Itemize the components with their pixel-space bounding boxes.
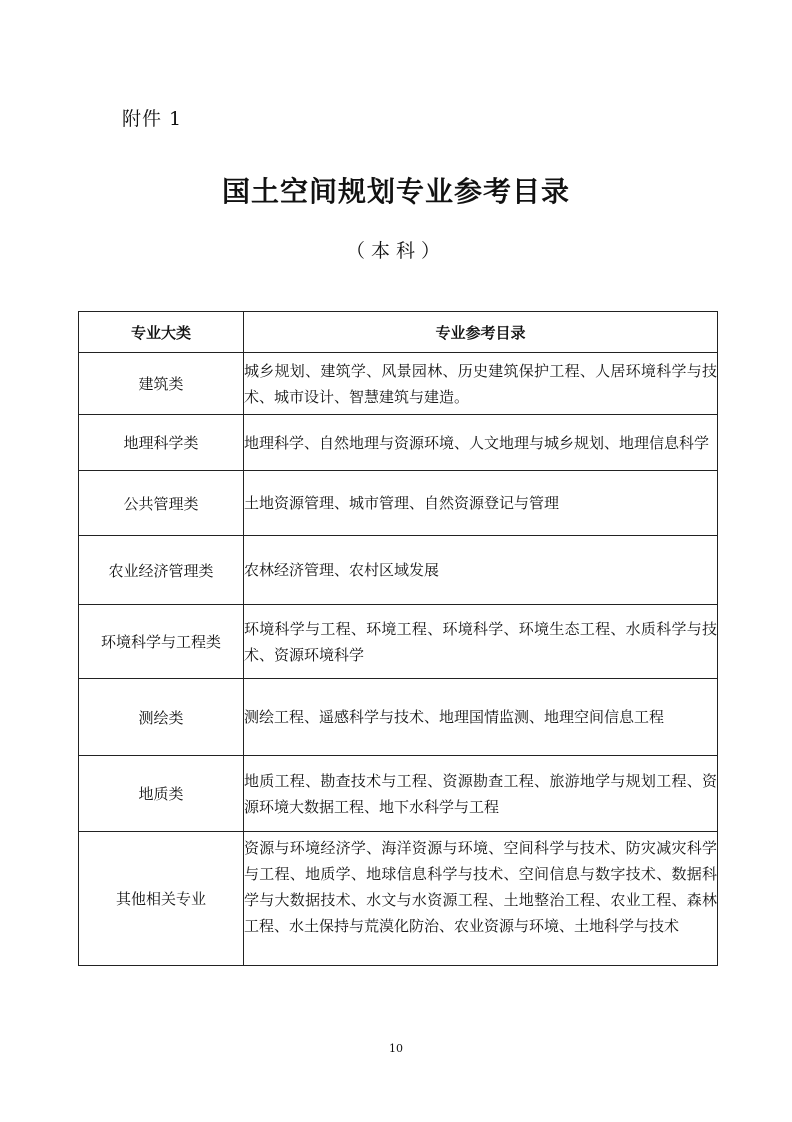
- table-header-row: [79, 312, 718, 353]
- majors-cell: 测绘工程、遥感科学与技术、地理国情监测、地理空间信息工程: [244, 679, 718, 756]
- document-subtitle: （本科）: [345, 240, 446, 262]
- category-cell: 测绘类: [79, 679, 244, 756]
- majors-cell: 环境科学与工程、环境工程、环境科学、环境生态工程、水质科学与技术、资源环境科学: [244, 605, 718, 679]
- majors-cell: 地质工程、勘查技术与工程、资源勘查工程、旅游地学与规划工程、资源环境大数据工程、地下水科学与工程: [244, 756, 718, 832]
- header-category: 专业大类: [79, 312, 244, 353]
- table-row: [79, 605, 718, 679]
- major-catalog-table: [78, 311, 718, 966]
- header-majors: 专业参考目录: [244, 312, 718, 353]
- category-cell: 地理科学类: [79, 415, 244, 471]
- category-cell: 农业经济管理类: [79, 536, 244, 605]
- table-row: [79, 471, 718, 536]
- category-cell: 其他相关专业: [79, 832, 244, 966]
- category-cell: 地质类: [79, 756, 244, 832]
- table-row: [79, 536, 718, 605]
- category-cell: 建筑类: [79, 353, 244, 415]
- majors-cell: 农林经济管理、农村区域发展: [244, 536, 718, 605]
- majors-cell: 地理科学、自然地理与资源环境、人文地理与城乡规划、地理信息科学: [244, 415, 718, 471]
- page-number: 10: [389, 1042, 403, 1055]
- table-row: [79, 415, 718, 471]
- table-row: [79, 353, 718, 415]
- majors-cell: 土地资源管理、城市管理、自然资源登记与管理: [244, 471, 718, 536]
- attachment-label: 附件 1: [122, 108, 183, 130]
- majors-cell: 资源与环境经济学、海洋资源与环境、空间科学与技术、防灾减灾科学与工程、地质学、地球信息科学与技术、空间信息与数字技术、数据科学与大数据技术、水文与水资源工程、土地整治工程、农业工程、森林工程、水土保持与荒漠化防治、农业资源与环境、土地科学与技术: [244, 832, 718, 966]
- table-row: [79, 832, 718, 966]
- table-row: [79, 679, 718, 756]
- majors-cell: 城乡规划、建筑学、风景园林、历史建筑保护工程、人居环境科学与技术、城市设计、智慧建筑与建造。: [244, 353, 718, 415]
- table-row: [79, 756, 718, 832]
- category-cell: 公共管理类: [79, 471, 244, 536]
- category-cell: 环境科学与工程类: [79, 605, 244, 679]
- document-title: 国土空间规划专业参考目录: [221, 175, 570, 208]
